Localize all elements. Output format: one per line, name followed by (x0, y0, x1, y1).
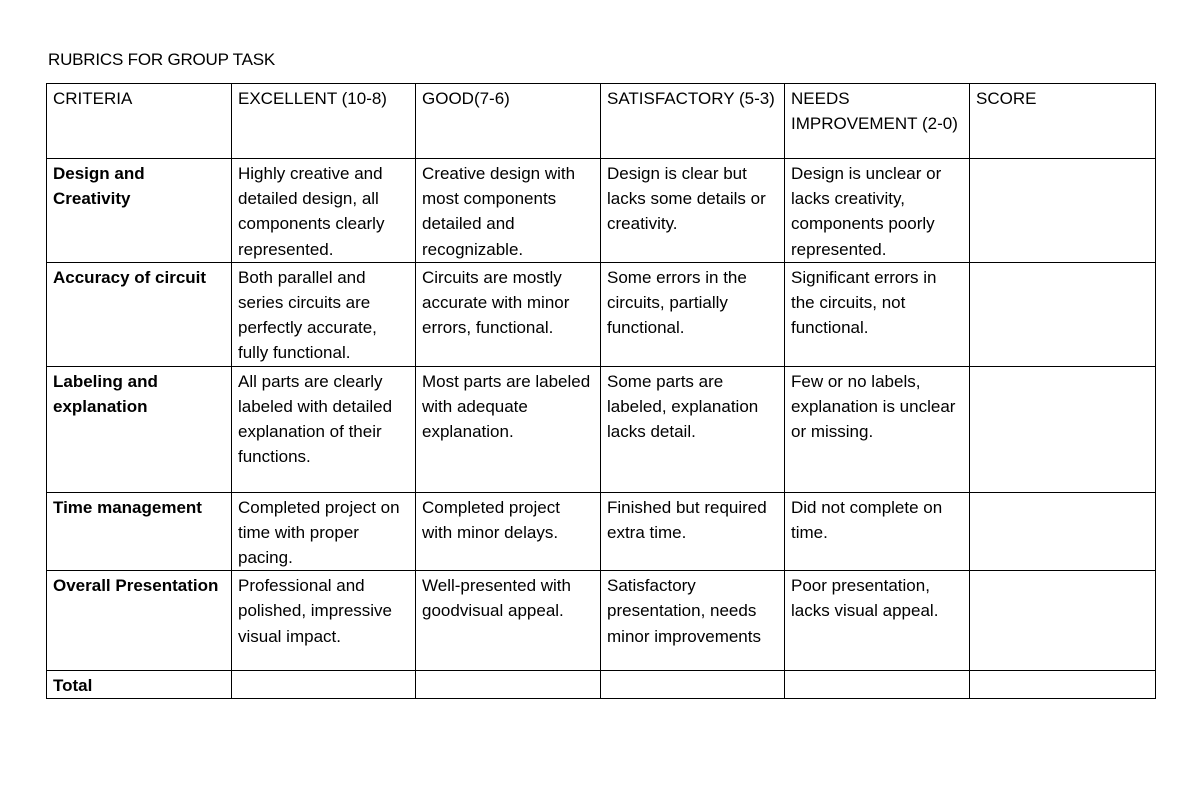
header-cell-needs-improvement (785, 84, 970, 159)
criteria-label: Labeling and explanation (53, 371, 158, 416)
header-label: SCORE (976, 89, 1037, 108)
criteria-cell (47, 159, 232, 263)
table-row (47, 366, 1156, 492)
excellent-cell (232, 366, 416, 492)
needs-improvement-cell (785, 159, 970, 263)
descriptor-text: Design is clear but lacks some details or creativity. (607, 164, 766, 234)
satisfactory-cell (601, 159, 785, 263)
score-cell (970, 571, 1156, 671)
descriptor-text: Finished but required extra time. (607, 497, 767, 542)
score-cell (970, 366, 1156, 492)
descriptor-text: Some parts are labeled, explanation lacks detail. (607, 371, 759, 442)
header-cell-excellent (232, 84, 416, 159)
descriptor-text: Creative design with most components detailed and recognizable. (422, 164, 576, 259)
good-cell (416, 366, 601, 492)
descriptor-text: Most parts are labeled with adequate explanation. (422, 371, 591, 442)
score-cell (970, 262, 1156, 366)
satisfactory-cell (601, 366, 785, 492)
descriptor-text: Professional and polished, impressive visual impact. (238, 576, 393, 646)
descriptor-text: Highly creative and detailed design, all components clearly represented. (238, 164, 385, 259)
good-cell (416, 159, 601, 263)
table-row (47, 492, 1156, 571)
rubric-table (46, 83, 1156, 699)
excellent-cell (232, 492, 416, 571)
total-satisfactory-cell (601, 671, 785, 699)
total-good-cell (416, 671, 601, 699)
page-title: RUBRICS FOR GROUP TASK (48, 50, 276, 69)
criteria-cell (47, 492, 232, 571)
needs-improvement-cell (785, 262, 970, 366)
descriptor-text: Significant errors in the circuits, not functional. (791, 267, 937, 338)
needs-improvement-cell (785, 571, 970, 671)
criteria-cell (47, 366, 232, 492)
descriptor-text: Completed project on time with proper pacing. (238, 497, 400, 568)
total-needs-improvement-cell (785, 671, 970, 699)
header-label: SATISFACTORY (5-3) (607, 89, 775, 108)
excellent-cell (232, 159, 416, 263)
good-cell (416, 262, 601, 366)
descriptor-text: Poor presentation, lacks visual appeal. (791, 576, 939, 621)
table-row (47, 159, 1156, 263)
descriptor-text: Well-presented with goodvisual appeal. (422, 576, 571, 621)
descriptor-text: All parts are clearly labeled with detailed explanation of their functions. (238, 371, 393, 467)
descriptor-text: Did not complete on time. (791, 497, 943, 542)
header-cell-criteria (47, 84, 232, 159)
header-cell-satisfactory (601, 84, 785, 159)
needs-improvement-cell (785, 492, 970, 571)
satisfactory-cell (601, 262, 785, 366)
excellent-cell (232, 571, 416, 671)
criteria-label: Time management (53, 497, 202, 517)
table-header-row (47, 84, 1156, 159)
header-label: CRITERIA (53, 89, 133, 108)
header-cell-score (970, 84, 1156, 159)
good-cell (416, 492, 601, 571)
total-label: Total (53, 676, 93, 696)
criteria-label: Design and Creativity (53, 164, 145, 209)
header-label: EXCELLENT (10-8) (238, 89, 387, 108)
criteria-cell (47, 262, 232, 366)
header-label: GOOD(7-6) (422, 89, 510, 108)
criteria-cell (47, 571, 232, 671)
satisfactory-cell (601, 571, 785, 671)
criteria-label: Overall Presentation (53, 576, 219, 596)
descriptor-text: Circuits are mostly accurate with minor errors, functional. (422, 267, 570, 338)
descriptor-text: Few or no labels, explanation is unclear or missing. (791, 371, 956, 442)
header-cell-good (416, 84, 601, 159)
header-label: NEEDS IMPROVEMENT (2-0) (791, 89, 958, 134)
score-cell (970, 159, 1156, 263)
score-cell (970, 492, 1156, 571)
table-row (47, 571, 1156, 671)
descriptor-text: Design is unclear or lacks creativity, components poorly represented. (791, 164, 942, 259)
excellent-cell (232, 262, 416, 366)
good-cell (416, 571, 601, 671)
criteria-label: Accuracy of circuit (53, 267, 207, 287)
descriptor-text: Both parallel and series circuits are perfectly accurate, fully functional. (238, 267, 377, 363)
total-row (47, 671, 1156, 699)
descriptor-text: Satisfactory presentation, needs minor improvements (607, 576, 761, 646)
total-excellent-cell (232, 671, 416, 699)
satisfactory-cell (601, 492, 785, 571)
table-row (47, 262, 1156, 366)
descriptor-text: Some errors in the circuits, partially functional. (607, 267, 747, 338)
descriptor-text: Completed project with minor delays. (422, 497, 560, 542)
needs-improvement-cell (785, 366, 970, 492)
total-score-cell (970, 671, 1156, 699)
total-label-cell (47, 671, 232, 699)
